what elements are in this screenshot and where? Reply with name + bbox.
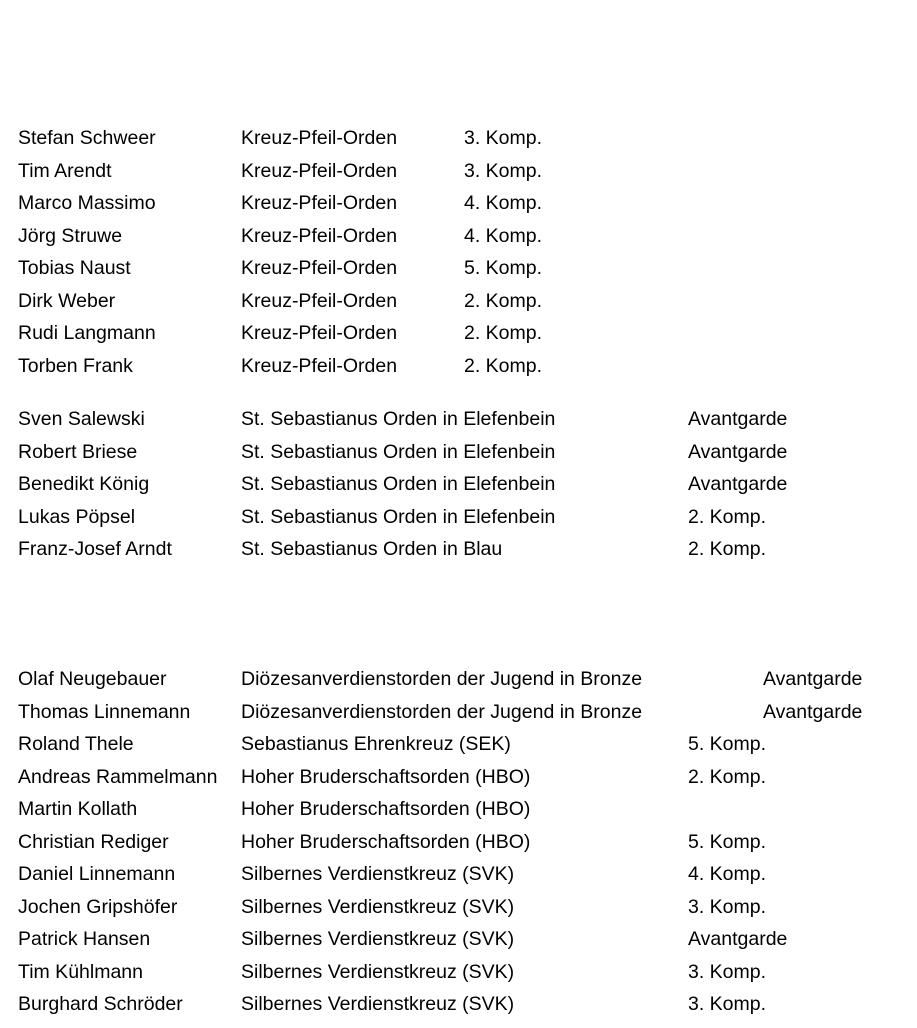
list-item bbox=[0, 440, 917, 476]
member-name: Franz-Josef Arndt bbox=[18, 538, 172, 560]
order-name: Kreuz-Pfeil-Orden bbox=[241, 192, 398, 214]
list-item bbox=[0, 800, 917, 833]
member-name: Burghard Schröder bbox=[18, 993, 183, 1015]
unit-name: 5. Komp. bbox=[688, 830, 767, 853]
unit-name: 3. Komp. bbox=[464, 127, 543, 149]
member-name: Stefan Schweer bbox=[18, 127, 156, 149]
order-name: Silbernes Verdienstkreuz (SVK) bbox=[241, 895, 515, 918]
member-name: Andreas Rammelmann bbox=[18, 765, 218, 788]
unit-name: 3. Komp. bbox=[464, 159, 543, 182]
member-name: Rudi Langmann bbox=[18, 322, 156, 344]
member-name: Daniel Linnemann bbox=[18, 863, 176, 885]
member-name: Tim Arendt bbox=[18, 159, 112, 182]
order-name: Silbernes Verdienstkreuz (SVK) bbox=[241, 863, 515, 885]
order-name: Kreuz-Pfeil-Orden bbox=[241, 127, 398, 149]
member-name: Christian Rediger bbox=[18, 830, 169, 853]
member-name: Patrick Hansen bbox=[18, 928, 151, 950]
list-item bbox=[0, 995, 917, 1028]
list-item bbox=[0, 129, 917, 162]
order-name: St. Sebastianus Orden in Elefenbein bbox=[241, 440, 556, 463]
member-name: Lukas Pöpsel bbox=[18, 505, 136, 528]
list-item bbox=[0, 830, 917, 866]
member-name: Tobias Naust bbox=[18, 257, 131, 279]
list-item bbox=[0, 895, 917, 931]
unit-name: Avantgarde bbox=[688, 928, 788, 950]
order-name: Sebastianus Ehrenkreuz (SEK) bbox=[241, 733, 511, 755]
order-name: Diözesanverdienstorden der Jugend in Bronze bbox=[241, 700, 643, 723]
list-item bbox=[0, 865, 917, 898]
member-name: Olaf Neugebauer bbox=[18, 668, 167, 690]
unit-name: 2. Komp. bbox=[688, 765, 767, 788]
unit-name: 4. Komp. bbox=[688, 863, 767, 885]
unit-name: 2. Komp. bbox=[688, 505, 767, 528]
member-name: Marco Massimo bbox=[18, 192, 156, 214]
unit-name: Avantgarde bbox=[688, 473, 788, 495]
section-verdienstorden bbox=[0, 670, 917, 1028]
list-item bbox=[0, 224, 917, 260]
list-item bbox=[0, 930, 917, 963]
order-name: Kreuz-Pfeil-Orden bbox=[241, 289, 398, 312]
order-name: Silbernes Verdienstkreuz (SVK) bbox=[241, 928, 515, 950]
unit-name: 5. Komp. bbox=[464, 257, 543, 279]
unit-name: 3. Komp. bbox=[688, 993, 767, 1015]
list-item bbox=[0, 540, 917, 573]
unit-name: 2. Komp. bbox=[464, 289, 543, 312]
order-name: Hoher Bruderschaftsorden (HBO) bbox=[241, 765, 531, 788]
order-name: Silbernes Verdienstkreuz (SVK) bbox=[241, 960, 515, 983]
list-item bbox=[0, 324, 917, 357]
list-item bbox=[0, 505, 917, 541]
list-item bbox=[0, 670, 917, 703]
unit-name: Avantgarde bbox=[688, 408, 788, 430]
order-name: Diözesanverdienstorden der Jugend in Bronze bbox=[241, 668, 643, 690]
member-name: Martin Kollath bbox=[18, 798, 138, 820]
order-name: Kreuz-Pfeil-Orden bbox=[241, 257, 398, 279]
list-item bbox=[0, 194, 917, 227]
list-item bbox=[0, 960, 917, 996]
unit-name: 2. Komp. bbox=[688, 538, 767, 560]
order-name: St. Sebastianus Orden in Blau bbox=[241, 538, 503, 560]
unit-name: 5. Komp. bbox=[688, 733, 767, 755]
order-name: St. Sebastianus Orden in Elefenbein bbox=[241, 408, 556, 430]
order-name: Hoher Bruderschaftsorden (HBO) bbox=[241, 798, 531, 820]
unit-name: 3. Komp. bbox=[688, 960, 767, 983]
member-name: Robert Briese bbox=[18, 440, 138, 463]
list-item bbox=[0, 765, 917, 801]
order-name: Kreuz-Pfeil-Orden bbox=[241, 354, 398, 377]
unit-name: 4. Komp. bbox=[464, 224, 543, 247]
unit-name: 2. Komp. bbox=[464, 354, 543, 377]
member-name: Thomas Linnemann bbox=[18, 700, 191, 723]
section-sebastianus-orden bbox=[0, 410, 917, 573]
list-item bbox=[0, 354, 917, 390]
unit-name: 2. Komp. bbox=[464, 322, 543, 344]
member-name: Dirk Weber bbox=[18, 289, 116, 312]
unit-name: Avantgarde bbox=[763, 700, 863, 723]
order-name: Silbernes Verdienstkreuz (SVK) bbox=[241, 993, 515, 1015]
unit-name: Avantgarde bbox=[688, 440, 788, 463]
list-item bbox=[0, 289, 917, 325]
list-item bbox=[0, 259, 917, 292]
list-item bbox=[0, 735, 917, 768]
unit-name: Avantgarde bbox=[763, 668, 863, 690]
member-name: Jochen Gripshöfer bbox=[18, 895, 178, 918]
unit-name: 3. Komp. bbox=[688, 895, 767, 918]
member-name: Roland Thele bbox=[18, 733, 134, 755]
member-name: Torben Frank bbox=[18, 354, 133, 377]
member-name: Sven Salewski bbox=[18, 408, 145, 430]
order-name: Kreuz-Pfeil-Orden bbox=[241, 224, 398, 247]
section-kreuz-pfeil-orden bbox=[0, 129, 917, 389]
list-item bbox=[0, 410, 917, 443]
order-name: Hoher Bruderschaftsorden (HBO) bbox=[241, 830, 531, 853]
list-item bbox=[0, 700, 917, 736]
order-name: St. Sebastianus Orden in Elefenbein bbox=[241, 473, 556, 495]
list-item bbox=[0, 475, 917, 508]
member-name: Jörg Struwe bbox=[18, 224, 123, 247]
order-name: Kreuz-Pfeil-Orden bbox=[241, 322, 398, 344]
list-item bbox=[0, 159, 917, 195]
order-name: Kreuz-Pfeil-Orden bbox=[241, 159, 398, 182]
member-name: Tim Kühlmann bbox=[18, 960, 143, 983]
order-name: St. Sebastianus Orden in Elefenbein bbox=[241, 505, 556, 528]
unit-name: 4. Komp. bbox=[464, 192, 543, 214]
member-name: Benedikt König bbox=[18, 473, 150, 495]
